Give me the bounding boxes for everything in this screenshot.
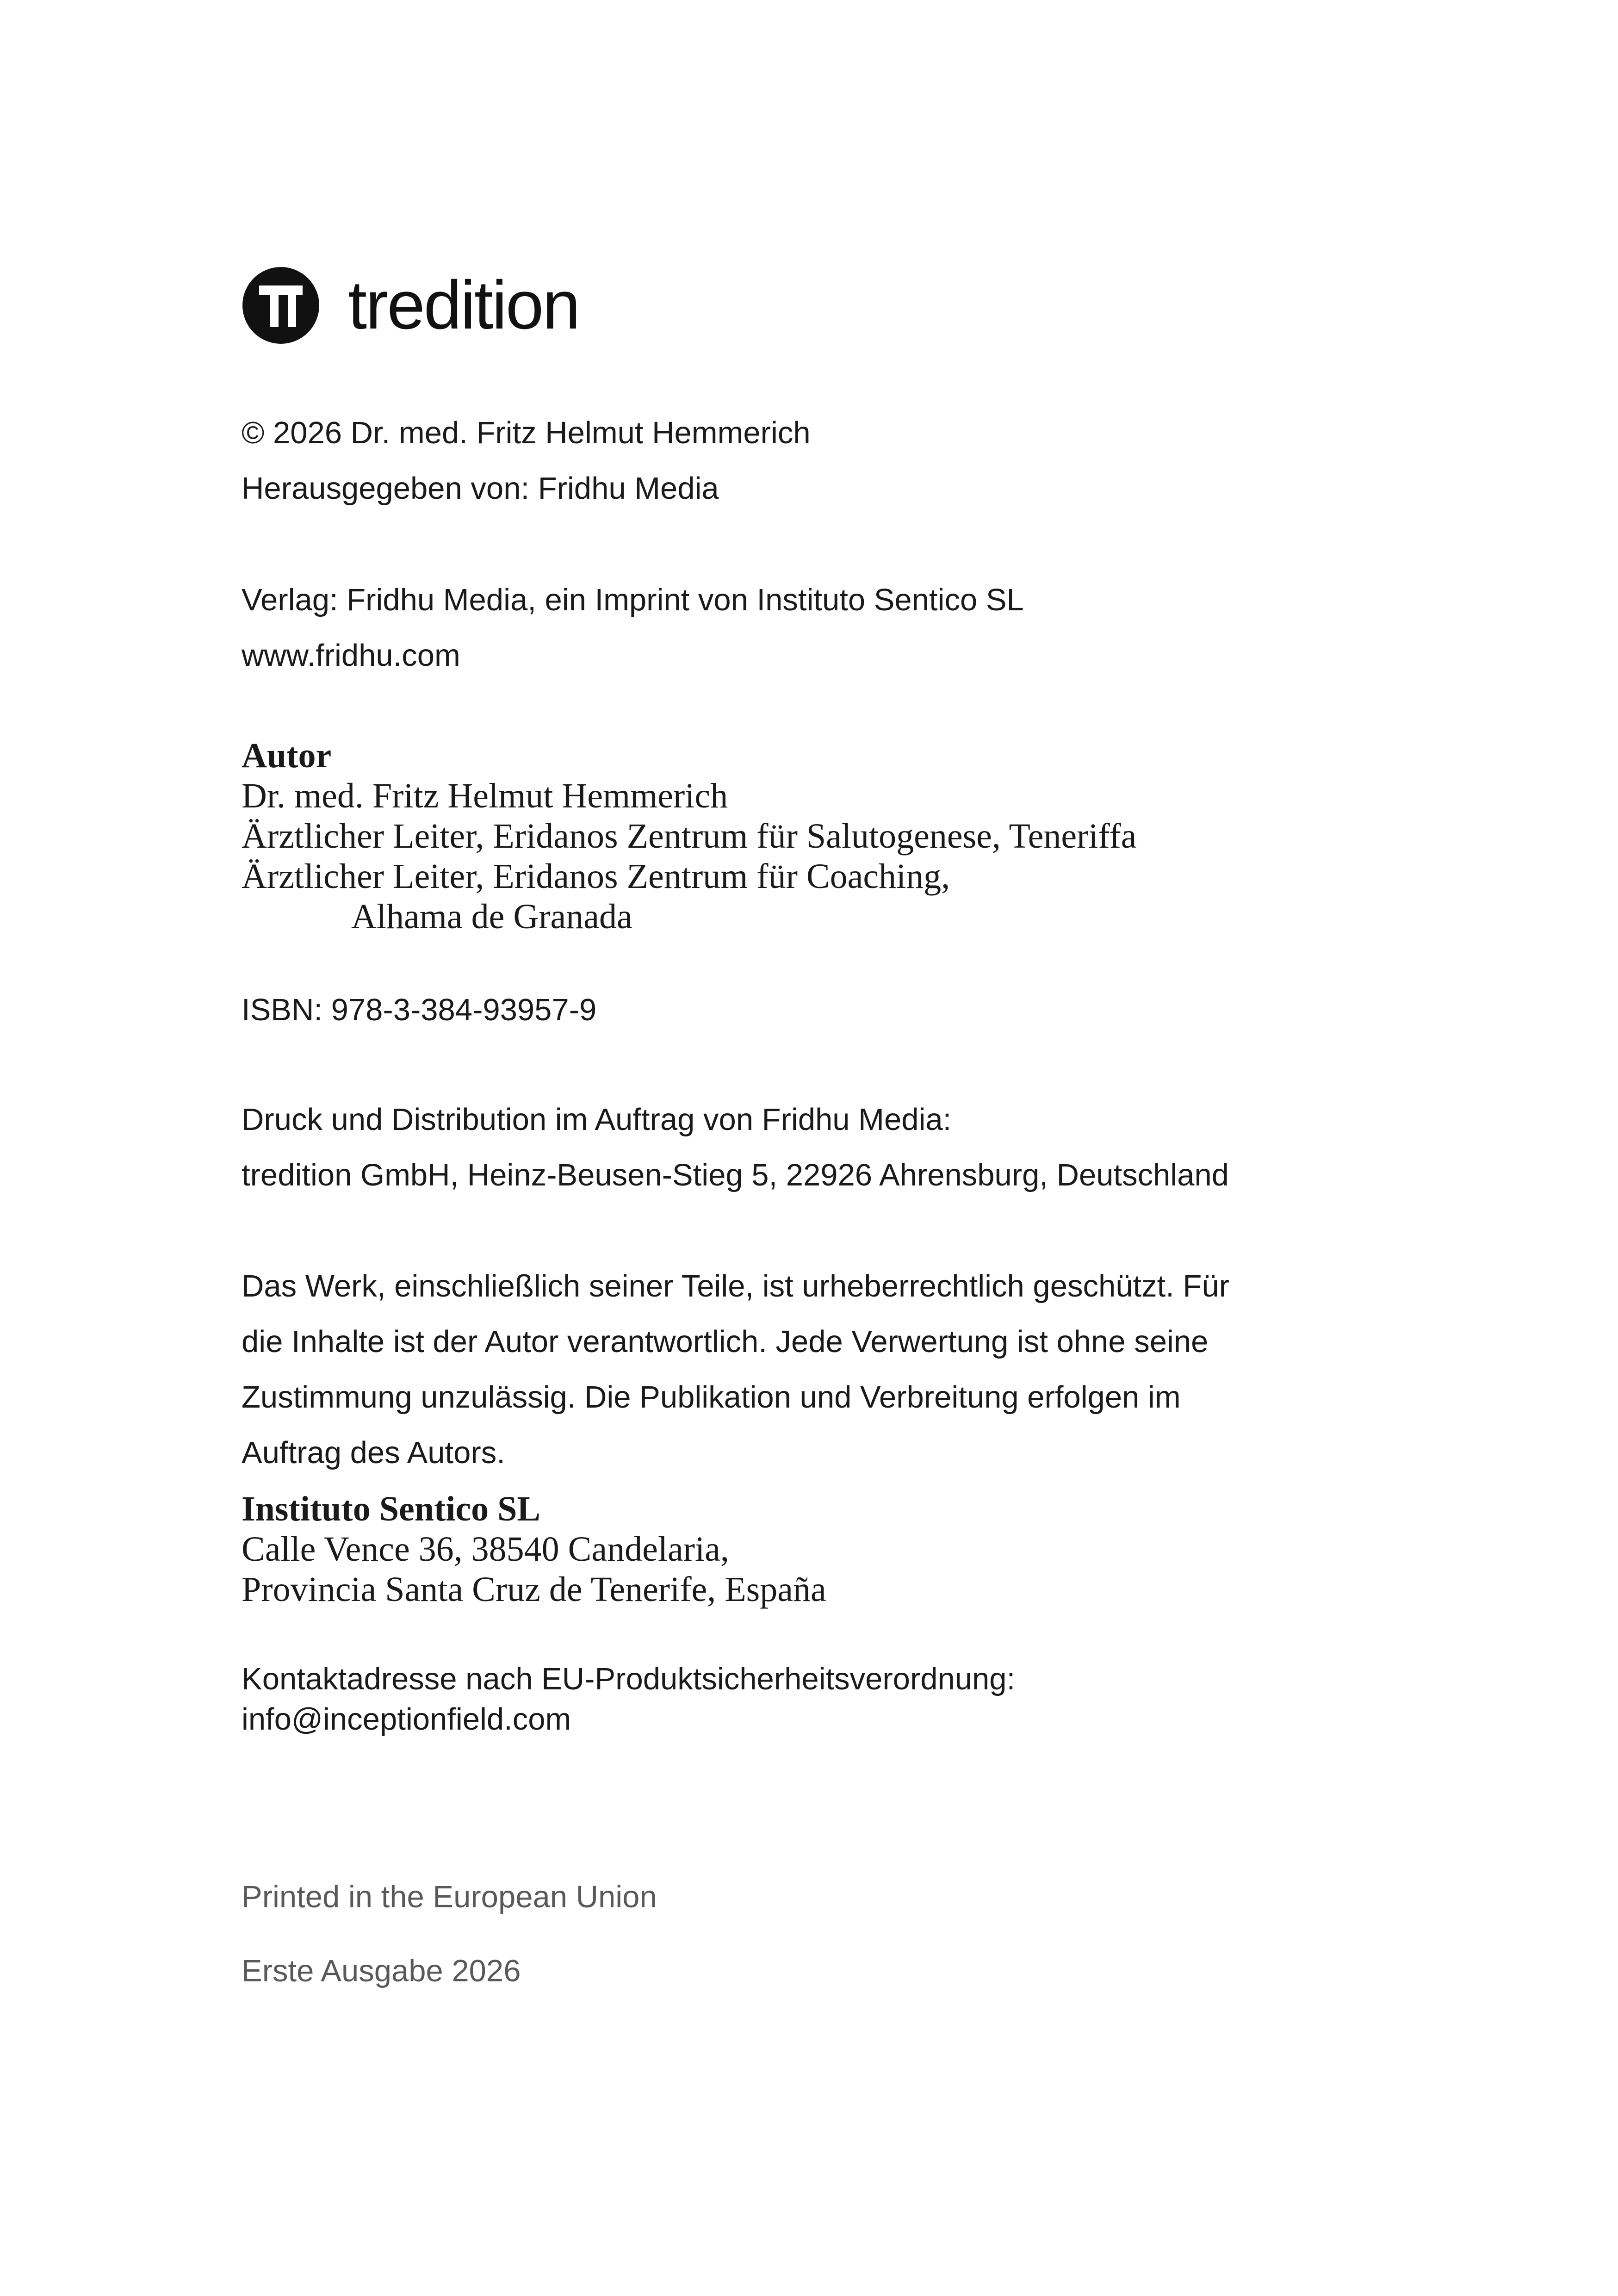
rights-block xyxy=(242,1259,1229,1481)
isbn-block xyxy=(242,982,596,1038)
publisher-line: Verlag: Fridhu Media, ein Imprint von Instituto Sentico SL xyxy=(242,583,1024,617)
logo-wordmark: tredition xyxy=(348,267,579,343)
institute-block xyxy=(242,1489,826,1610)
printed-in: Printed in the European Union xyxy=(242,1880,657,1914)
distribution-line-2: tredition GmbH, Heinz-Beusen-Stieg 5, 22926 Ahrensburg, Deutschland xyxy=(242,1158,1229,1192)
isbn: ISBN: 978-3-384-93957-9 xyxy=(242,993,597,1027)
tredition-logo-icon xyxy=(242,266,320,345)
institute-address-2: Provincia Santa Cruz de Tenerife, España xyxy=(242,1570,826,1609)
author-role-2: Ärztlicher Leiter, Eridanos Zentrum für Coaching, xyxy=(242,857,950,896)
publisher-website: www.fridhu.com xyxy=(242,638,460,673)
author-role-1: Ärztlicher Leiter, Eridanos Zentrum für Salutogenese, Teneriffa xyxy=(242,817,1137,856)
institute-name: Instituto Sentico SL xyxy=(242,1489,541,1528)
distribution-line-1: Druck und Distribution im Auftrag von Fridhu Media: xyxy=(242,1102,952,1137)
copyright-line: © 2026 Dr. med. Fritz Helmut Hemmerich xyxy=(242,416,811,450)
distribution-block xyxy=(242,1092,1229,1203)
author-heading: Autor xyxy=(242,736,332,775)
editor-line: Herausgegeben von: Fridhu Media xyxy=(242,471,719,506)
publisher-block xyxy=(242,572,1024,683)
author-block xyxy=(242,736,1137,937)
rights-line-2: die Inhalte ist der Autor verantwortlich. Jede Verwertung ist ohne seine xyxy=(242,1324,1209,1359)
rights-line-4: Auftrag des Autors. xyxy=(242,1435,505,1470)
rights-line-1: Das Werk, einschließlich seiner Teile, ist urheberrechtlich geschützt. Für xyxy=(242,1269,1229,1303)
contact-email: info@inceptionfield.com xyxy=(242,1702,571,1737)
author-name: Dr. med. Fritz Helmut Hemmerich xyxy=(242,776,728,815)
institute-address-1: Calle Vence 36, 38540 Candelaria, xyxy=(242,1530,729,1569)
edition: Erste Ausgabe 2026 xyxy=(242,1954,521,1988)
contact-block xyxy=(242,1659,1015,1739)
copyright-block xyxy=(242,405,811,516)
rights-line-3: Zustimmung unzulässig. Die Publikation und Verbreitung erfolgen im xyxy=(242,1380,1181,1415)
author-role-2-continued: Alhama de Granada xyxy=(351,897,632,936)
contact-label: Kontaktadresse nach EU-Produktsicherheitsverordnung: xyxy=(242,1662,1016,1696)
